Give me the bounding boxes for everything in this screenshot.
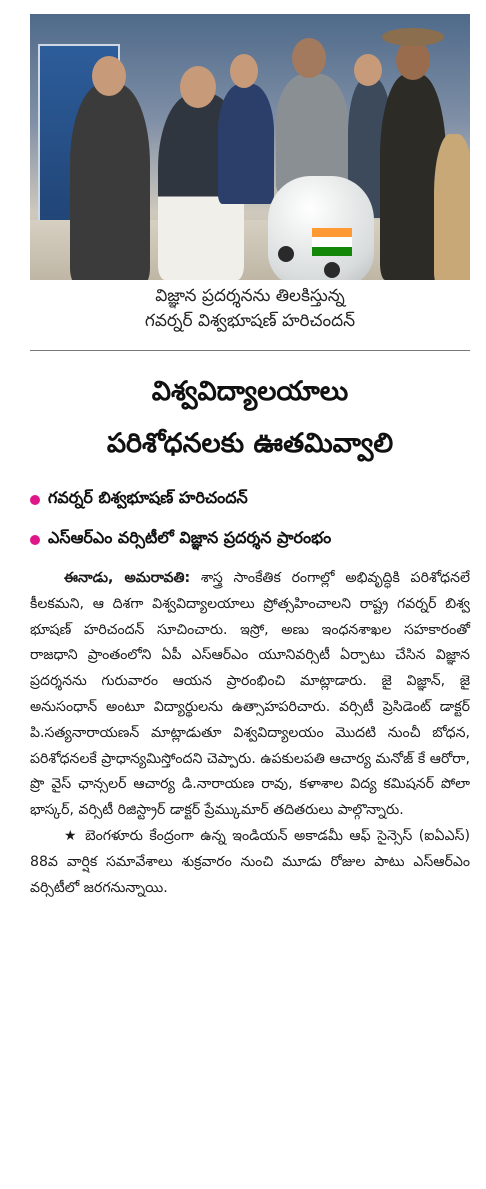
caption-divider — [30, 350, 470, 351]
headline-line-2: పరిశోధనలకు ఊతమివ్వాలి — [106, 428, 394, 459]
article-body — [30, 566, 470, 901]
bullet-item — [30, 528, 470, 551]
soldier-hat — [382, 28, 444, 46]
bullet-text: గవర్నర్ బిశ్వభూషణ్ హరిచందన్ — [48, 488, 248, 507]
paragraph-2-text: బెంగళూరు కేంద్రంగా ఉన్న ఇండియన్ అకాడమీ ఆఫ్ సైన్సెస్ (ఐఏఎస్) 88వ వార్షిక సమావేశాలు శుక్రవారం నుంచి మూడు రోజుల పాటు ఎస్ఆర్ఎం వర్సిటీలో జరగనున్నాయి. — [30, 827, 470, 896]
bullet-dot-icon — [30, 495, 40, 505]
article-paragraph — [30, 566, 470, 824]
governor-head — [180, 66, 216, 108]
robot-lens-left-icon — [278, 246, 294, 262]
bullet-dot-icon — [30, 535, 40, 545]
soldier-head — [396, 40, 430, 80]
paragraph-1-text: శాస్త్ర సాంకేతిక రంగాల్లో అభివృద్ధికి పరిశోధనలే కీలకమని, ఆ దిశగా విశ్వవిద్యాలయాలు ప్రోత్సహించాలని రాష్ట్ర గవర్నర్ బిశ్వ భూషణ్ హరిచందన్ సూచించారు. ఇస్రో, అణు ఇంధనశాఖల సహకారంతో రాజధాని ప్రాంతంలోని ఏపీ ఎస్ఆర్ఎం యూనివర్సిటీ ఏర్పాటు చేసిన విజ్ఞాన ప్రదర్శనను గురువారం ఆయన ప్రారంభించి మాట్లాడారు. జై విజ్ఞాన్, జై అనుసంధాన్ అంటూ విద్యార్థులను ఉత్సాహపరిచారు. వర్సిటీ ప్రెసిడెంట్ డాక్టర్ పి.సత్యనారాయణన్ మాట్లాడుతూ విశ్వవిద్యాలయం మొదటి నుంచీ బోధన, పరిశోధనలకే ప్రాధాన్యమిస్తోందని చెప్పారు. ఉపకులపతి ఆచార్య మనోజ్ కే ఆరోరా, ప్రొ వైస్ ఛాన్సలర్ ఆచార్య డి.నారాయణ రావు, కళాశాల విద్య కమిషనర్ పోలా భాస్కర్, వర్సిటీ రిజిస్ట్రార్ డాక్టర్ ప్రేమ్కుమార్ తదితరులు పాల్గొన్నారు. — [30, 570, 470, 819]
news-photo — [30, 14, 470, 280]
bullet-text: ఎస్ఆర్ఎం వర్సిటీలో విజ్ఞాన ప్రదర్శన ప్రారంభం — [48, 528, 332, 547]
flag-saffron — [312, 228, 352, 237]
dateline: ఈనాడు, అమరావతి: — [64, 570, 191, 586]
person-right-head — [354, 54, 382, 86]
caption-line-2: గవర్నర్ విశ్వభూషణ్ హరిచందన్ — [144, 311, 356, 331]
person-left — [70, 84, 150, 280]
photo-caption — [30, 284, 470, 334]
flag-white — [312, 237, 352, 246]
person-left-head — [92, 56, 126, 96]
india-flag-icon — [312, 228, 352, 256]
person-center — [218, 84, 274, 204]
headline-line-1: విశ్వవిద్యాలయాలు — [151, 376, 349, 407]
officer-figure — [434, 134, 470, 280]
star-icon: ★ — [64, 827, 79, 844]
person-center-head — [230, 54, 258, 88]
article-paragraph — [30, 824, 470, 901]
headline — [30, 366, 470, 470]
flag-green — [312, 247, 352, 256]
bullet-item — [30, 488, 470, 511]
caption-line-1: విజ్ఞాన ప్రదర్శనను తిలకిస్తున్న — [155, 286, 345, 306]
robot-lens-center-icon — [324, 262, 340, 278]
presenter-head — [292, 38, 326, 78]
